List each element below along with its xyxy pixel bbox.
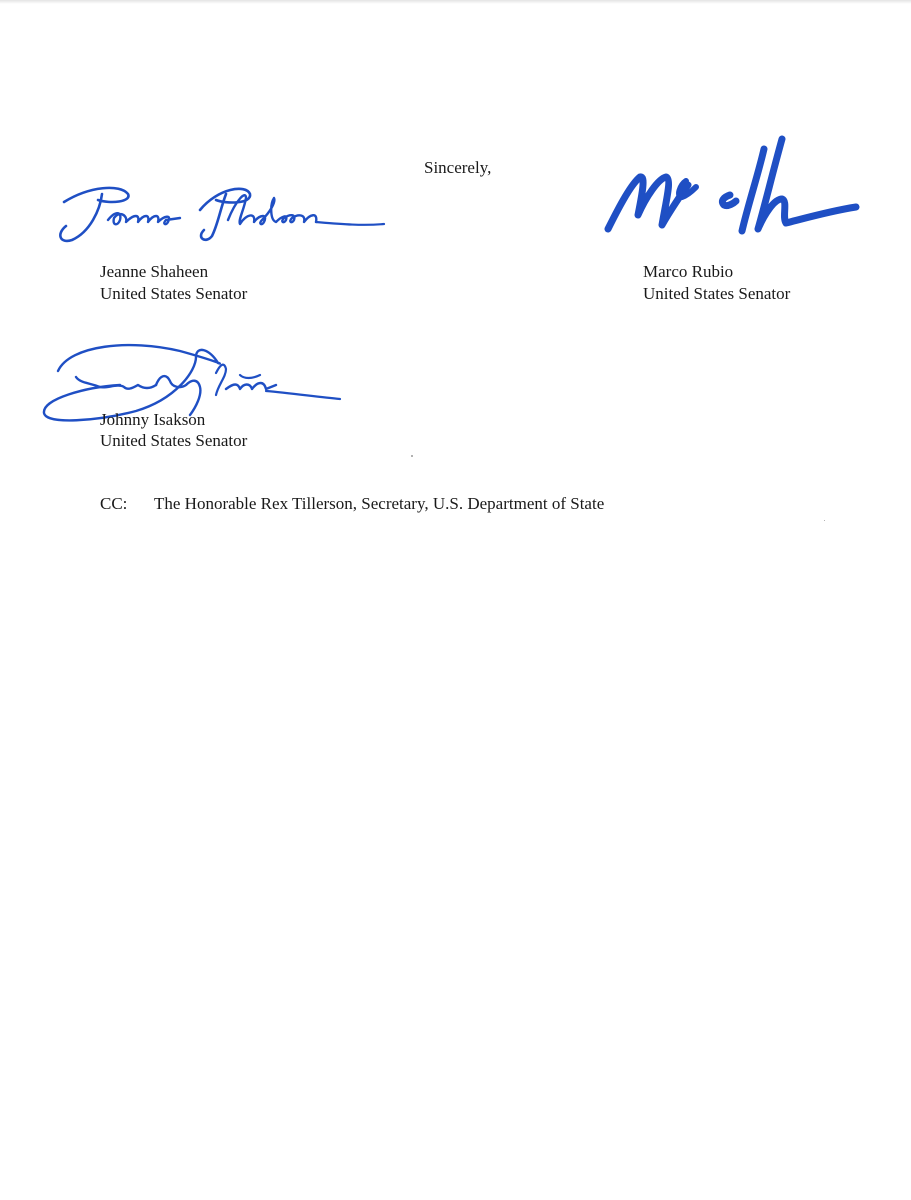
signatory-title: United States Senator: [643, 284, 791, 303]
cc-recipient: The Honorable Rex Tillerson, Secretary, U.S. Department of State: [154, 494, 605, 513]
signature-marco-rubio: [596, 135, 866, 245]
signatory-name: Jeanne Shaheen: [100, 262, 209, 281]
signatory-title: United States Senator: [100, 284, 248, 303]
closing-text: Sincerely,: [424, 158, 492, 177]
scan-speck: [411, 455, 413, 457]
signatory-name: Johnny Isakson: [100, 410, 206, 429]
signature-jeanne-shaheen: [50, 180, 390, 250]
scan-speck: [824, 520, 825, 521]
cc-label: CC:: [100, 494, 128, 513]
signatory-title: United States Senator: [100, 431, 248, 450]
signatory-name: Marco Rubio: [643, 262, 734, 281]
scan-top-edge: [0, 0, 911, 4]
